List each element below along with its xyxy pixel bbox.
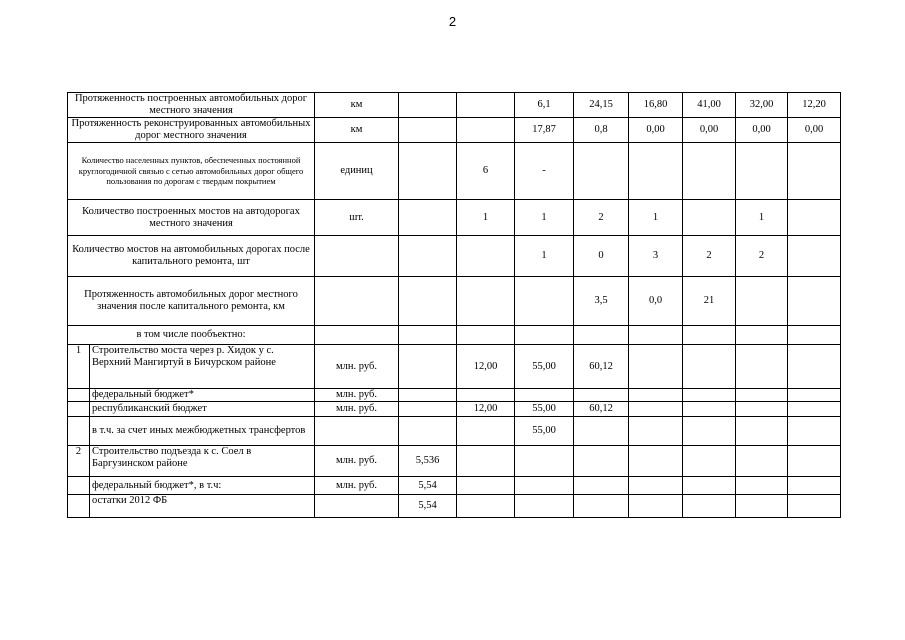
value-cell: 3,5 bbox=[574, 277, 629, 326]
value-cell: 1 bbox=[736, 200, 788, 236]
value-cell: 0,0 bbox=[629, 277, 683, 326]
indicator-name: Количество населенных пунктов, обеспеченных постоянной круглогодичной связью с сетью автомобильных дорог общего пользования по дорогам с твердым покрытием bbox=[68, 143, 315, 200]
object-name: федеральный бюджет*, в т.ч: bbox=[90, 477, 315, 495]
table-row bbox=[68, 446, 841, 477]
value-cell: 0,00 bbox=[736, 118, 788, 143]
indicator-name: Количество построенных мостов на автодорогах местного значения bbox=[68, 200, 315, 236]
table-row bbox=[68, 93, 841, 118]
value-cell: 1 bbox=[515, 236, 574, 277]
value-cell bbox=[736, 417, 788, 446]
table-row bbox=[68, 200, 841, 236]
value-cell bbox=[683, 402, 736, 417]
table-row bbox=[68, 277, 841, 326]
value-cell: 6,1 bbox=[515, 93, 574, 118]
unit-cell: км bbox=[315, 118, 399, 143]
table-row bbox=[68, 389, 841, 402]
indicator-name: Протяженность построенных автомобильных дорог местного значения bbox=[68, 93, 315, 118]
unit-cell bbox=[315, 277, 399, 326]
value-cell: 32,00 bbox=[736, 93, 788, 118]
value-cell: 3 bbox=[629, 236, 683, 277]
value-cell bbox=[629, 446, 683, 477]
value-cell bbox=[574, 417, 629, 446]
value-cell bbox=[457, 477, 515, 495]
unit-cell: млн. руб. bbox=[315, 389, 399, 402]
value-cell bbox=[399, 402, 457, 417]
value-cell bbox=[515, 495, 574, 518]
table-row bbox=[68, 345, 841, 389]
value-cell bbox=[629, 495, 683, 518]
value-cell bbox=[457, 446, 515, 477]
unit-cell: шт. bbox=[315, 200, 399, 236]
value-cell bbox=[457, 277, 515, 326]
value-cell: 6 bbox=[457, 143, 515, 200]
value-cell bbox=[788, 446, 841, 477]
value-cell bbox=[629, 389, 683, 402]
object-name: федеральный бюджет* bbox=[90, 389, 315, 402]
value-cell bbox=[736, 477, 788, 495]
value-cell bbox=[788, 417, 841, 446]
value-cell bbox=[629, 417, 683, 446]
unit-cell: км bbox=[315, 93, 399, 118]
object-name: республиканский бюджет bbox=[90, 402, 315, 417]
value-cell bbox=[683, 345, 736, 389]
value-cell bbox=[788, 402, 841, 417]
object-number bbox=[68, 417, 90, 446]
value-cell: 2 bbox=[736, 236, 788, 277]
unit-cell: млн. руб. bbox=[315, 446, 399, 477]
object-number bbox=[68, 402, 90, 417]
value-cell: 2 bbox=[683, 236, 736, 277]
value-cell bbox=[515, 446, 574, 477]
value-cell: 0,00 bbox=[788, 118, 841, 143]
value-cell bbox=[457, 93, 515, 118]
value-cell: 21 bbox=[683, 277, 736, 326]
table-row bbox=[68, 118, 841, 143]
table-row bbox=[68, 236, 841, 277]
indicator-name: Протяженность реконструированных автомобильных дорог местного значения bbox=[68, 118, 315, 143]
value-cell bbox=[736, 345, 788, 389]
value-cell bbox=[683, 389, 736, 402]
value-cell: 1 bbox=[515, 200, 574, 236]
table-row bbox=[68, 402, 841, 417]
value-cell: 5,54 bbox=[399, 477, 457, 495]
object-name: Строительство подъезда к с. Соел в Баргузинском районе bbox=[90, 446, 315, 477]
object-name: в т.ч. за счет иных межбюджетных трансфертов bbox=[90, 417, 315, 446]
value-cell bbox=[788, 143, 841, 200]
value-cell: 0,00 bbox=[629, 118, 683, 143]
value-cell: - bbox=[515, 143, 574, 200]
value-cell bbox=[399, 417, 457, 446]
unit-cell: млн. руб. bbox=[315, 477, 399, 495]
object-number: 2 bbox=[68, 446, 90, 477]
value-cell bbox=[574, 495, 629, 518]
value-cell bbox=[399, 118, 457, 143]
value-cell bbox=[399, 143, 457, 200]
table-row bbox=[68, 495, 841, 518]
object-number bbox=[68, 477, 90, 495]
value-cell bbox=[683, 446, 736, 477]
value-cell: 24,15 bbox=[574, 93, 629, 118]
value-cell: 5,54 bbox=[399, 495, 457, 518]
value-cell bbox=[788, 345, 841, 389]
object-number: 1 bbox=[68, 345, 90, 389]
unit-cell bbox=[315, 417, 399, 446]
value-cell: 12,00 bbox=[457, 402, 515, 417]
value-cell bbox=[399, 236, 457, 277]
value-cell bbox=[574, 446, 629, 477]
value-cell: 60,12 bbox=[574, 402, 629, 417]
value-cell bbox=[457, 118, 515, 143]
value-cell bbox=[683, 417, 736, 446]
value-cell bbox=[457, 236, 515, 277]
value-cell bbox=[515, 389, 574, 402]
value-cell bbox=[399, 93, 457, 118]
value-cell bbox=[457, 389, 515, 402]
unit-cell: млн. руб. bbox=[315, 402, 399, 417]
value-cell bbox=[736, 495, 788, 518]
page-number: 2 bbox=[448, 14, 457, 29]
object-number bbox=[68, 389, 90, 402]
value-cell bbox=[629, 143, 683, 200]
indicator-name: Протяженность автомобильных дорог местного значения после капитального ремонта, км bbox=[68, 277, 315, 326]
value-cell: 1 bbox=[457, 200, 515, 236]
value-cell: 55,00 bbox=[515, 402, 574, 417]
value-cell bbox=[457, 417, 515, 446]
unit-cell: единиц bbox=[315, 143, 399, 200]
value-cell: 1 bbox=[629, 200, 683, 236]
object-name: Строительство моста через р. Хидок у с. Верхний Мангиртуй в Бичурском районе bbox=[90, 345, 315, 389]
value-cell bbox=[788, 200, 841, 236]
unit-cell bbox=[315, 495, 399, 518]
value-cell bbox=[574, 477, 629, 495]
object-name: остатки 2012 ФБ bbox=[90, 495, 315, 518]
value-cell: 5,536 bbox=[399, 446, 457, 477]
unit-cell bbox=[315, 236, 399, 277]
value-cell: 60,12 bbox=[574, 345, 629, 389]
value-cell: 0,00 bbox=[683, 118, 736, 143]
value-cell bbox=[788, 236, 841, 277]
value-cell: 0,8 bbox=[574, 118, 629, 143]
value-cell bbox=[629, 345, 683, 389]
value-cell bbox=[683, 143, 736, 200]
value-cell bbox=[736, 389, 788, 402]
value-cell bbox=[736, 402, 788, 417]
value-cell bbox=[574, 389, 629, 402]
value-cell: 55,00 bbox=[515, 345, 574, 389]
value-cell bbox=[736, 143, 788, 200]
value-cell bbox=[788, 389, 841, 402]
value-cell bbox=[736, 446, 788, 477]
value-cell bbox=[683, 477, 736, 495]
value-cell: 12,00 bbox=[457, 345, 515, 389]
value-cell bbox=[788, 477, 841, 495]
table-row bbox=[68, 417, 841, 446]
value-cell: 16,80 bbox=[629, 93, 683, 118]
value-cell bbox=[515, 277, 574, 326]
value-cell bbox=[736, 277, 788, 326]
value-cell bbox=[399, 277, 457, 326]
indicator-name: Количество мостов на автомобильных дорогах после капитального ремонта, шт bbox=[68, 236, 315, 277]
value-cell: 0 bbox=[574, 236, 629, 277]
value-cell: 2 bbox=[574, 200, 629, 236]
value-cell bbox=[399, 200, 457, 236]
value-cell bbox=[788, 495, 841, 518]
value-cell bbox=[457, 495, 515, 518]
indicators-table bbox=[67, 92, 841, 518]
value-cell bbox=[574, 143, 629, 200]
value-cell bbox=[399, 389, 457, 402]
value-cell bbox=[683, 495, 736, 518]
value-cell: 55,00 bbox=[515, 417, 574, 446]
table-row bbox=[68, 477, 841, 495]
object-number bbox=[68, 495, 90, 518]
value-cell bbox=[515, 477, 574, 495]
value-cell: 12,20 bbox=[788, 93, 841, 118]
value-cell bbox=[788, 277, 841, 326]
value-cell bbox=[683, 200, 736, 236]
value-cell bbox=[629, 477, 683, 495]
table-row bbox=[68, 143, 841, 200]
value-cell: 17,87 bbox=[515, 118, 574, 143]
value-cell bbox=[399, 345, 457, 389]
value-cell: 41,00 bbox=[683, 93, 736, 118]
table-row bbox=[68, 326, 841, 345]
unit-cell: млн. руб. bbox=[315, 345, 399, 389]
section-subheader: в том числе пообъектно: bbox=[68, 326, 315, 345]
value-cell bbox=[629, 402, 683, 417]
